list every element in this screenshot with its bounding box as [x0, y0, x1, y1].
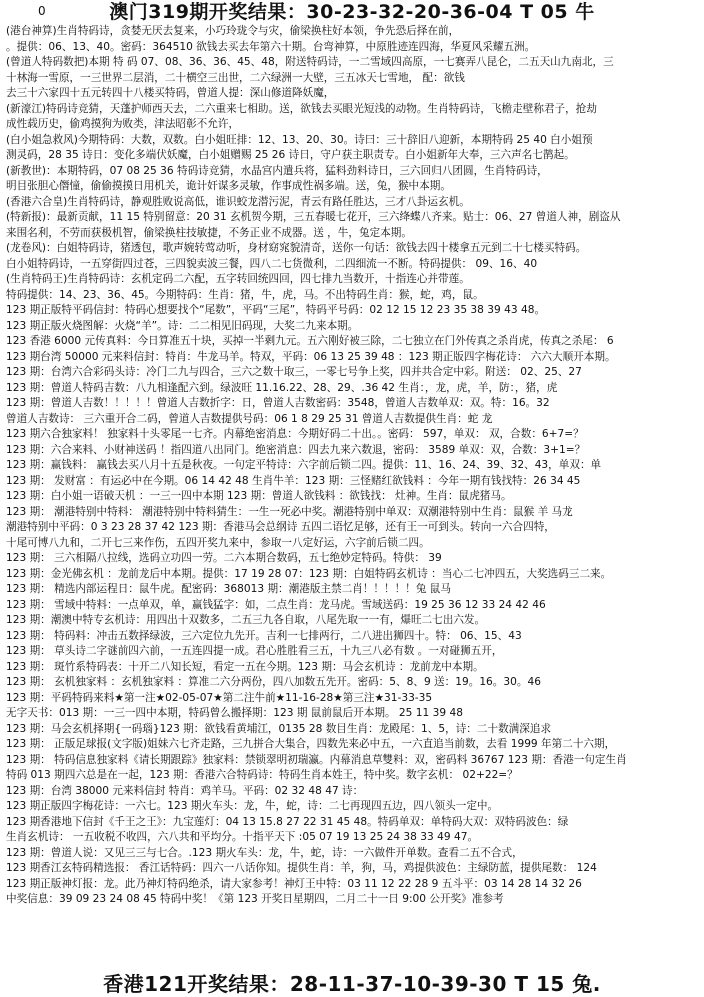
text-line: 123 期： 特码料：冲击五数择绿波，三六定位九先开。吉利一七排两行，二八进出狮四十。特： 06、15、43: [6, 629, 522, 642]
text-line: 123 期： 三六相隔八拉线，选码立功四一劳。二六本期合数码，五七绝妙定特码。特供： 39: [6, 552, 442, 564]
text-line: 123 期正版火烧图解：火烧“羊”。诗：二二相见旧码现，大奖二九来本期。: [6, 319, 359, 332]
text-line: (港台神算)生肖特码诗，贪婪无厌去复来，小巧玲珑令与灾，偷梁换柱好本领，争先恐后择在前，: [6, 25, 460, 37]
text-line: 123 期：潮澳中特专玄机诗：用四出十双数多，二五三九各自取，八尾先取一一有，爆旺二七出六发。: [6, 614, 486, 626]
text-line: 成性载历史，偷鸡摸狗为败类，津法昭彰不允许，: [6, 118, 240, 130]
text-line: 123 期：金光佛玄机 ：龙前龙后中本期。提供：17 19 28 07：123 期：白姐特码玄机诗 ：当心二七冲四五，大奖选码三二来。: [6, 567, 612, 580]
footer-result: 香港121开奖结果：28-11-37-10-39-30 T 15 兔.: [103, 972, 601, 996]
text-line: 潮港特别中平码：0 3 23 28 37 42 123 期：香港马会总纲诗 五四二语忆足够，还有王一可到头。转向一六合四特，: [6, 521, 555, 533]
text-line: 123 期正版特平码信封：特码心想要找个“尾数”，平码“三尾”，特码平号码：02 12 15 12 23 35 38 39 43 48。: [6, 304, 546, 316]
page-title: 澳门319期开奖结果：30-23-32-20-36-04 T 05 牛: [109, 1, 595, 23]
corner-mark: 0: [38, 4, 46, 18]
text-line: (新教世)：本期特码，07 08 25 36 特码诗竞猜，水晶宫内遣兵将，猛料劲料诗日，三六回归八团圆，生肖特码诗，: [6, 164, 548, 177]
text-line: 123 期： 玄机独家料 ：玄机独家料 ：算准二六分两份，四八加数五先开。密码：5、8、9 送：19。16。30。46: [6, 676, 541, 688]
text-line: (白小姐急救风)今期特码：大数，双数。白小姐旺排：12、13、20、30。诗曰：三十辞旧八迎新，本期特码 25 40 白小姐预: [6, 133, 593, 146]
text-line: 123 期： 雪域中特料：一点单双，单，赢钱猛字：如，二点生肖：龙马虎。雪域送码：19 25 36 12 33 24 42 46: [6, 598, 546, 611]
text-line: 去三十六家四十五元转四十八楼买特码，曾道人提：深山修道降妖魔，: [6, 87, 335, 99]
text-line: 123 期：白小姐一语破天机 ：一三一四中本期 123 期：曾道人欲钱料 ：欲钱找： 灶神。生肖：鼠虎猪马。: [6, 490, 512, 502]
text-line: 123 期：曾道人特码吉数：八九相逢配六到。绿波旺 11.16.22、28、29、.36 42 生肖：，龙，虎，羊，防：，猪，虎: [6, 381, 558, 394]
text-line: 123 期香江玄特码精选报： 香江话特码：四六一八话你知。提供生肖：羊，狗，马，鸡提供波色：主绿防蓝，提供尾数： 124: [6, 862, 597, 874]
text-line: 123 期六合独家料！ 独家料十头零尾一七齐。内幕绝密消息：今期好码二十出。。密码： 597，单双： 双，合数：6+7=？: [6, 428, 584, 440]
text-line: 曾道人吉数诗： 三六重开合二码，曾道人吉数提供号码：06 1 8 29 25 31 曾道人吉数提供生肖：蛇 龙: [6, 412, 493, 425]
text-line: 123 期：六合来料、小财神送码 ！指四道八出同门。绝密消息：四去九来六数退，密码： 3589 单双：双，合数：3+1=？: [6, 443, 586, 456]
text-line: 123 期：赢钱料： 赢钱去买八月十五是秋夜。一句定平特诗：六字前后锁二四。提供：11、16、24、39、32、43，单双：单: [6, 459, 602, 471]
text-line: 123 期：台湾 38000 元来料信封 特肖：鸡羊马。平码：02 32 48 47 诗：: [6, 784, 364, 797]
text-line: 123 期：平码特码来料★第一注★02-05-07★第二注牛前★11-16-28★第三注★31-33-35: [6, 691, 433, 704]
text-line: 十尾可博八九和，二开七三来作伤，五四开奖九来中，参取一八定好运，六字前后锁二四。: [6, 536, 430, 549]
text-line: 123 期： 精选内部运程日：鼠牛虎。配密码：368013 期：潮港版主禁二肖！！！！！兔 鼠马: [6, 583, 451, 595]
text-line: 123 期： 潮港特别中特料： 潮港特别中特料猜生：一生一死必中奖。潮港特别中单双：双潮港特别中生肖：鼠猴 羊 马龙: [6, 505, 573, 518]
text-line: 123 香港 6000 元传真料：今日算准五十块，买掉一半剩九元。五六刚好被三除，二七独立在门外传真之杀肖虎，传真之杀尾： 6: [6, 335, 614, 347]
text-line: 生肖玄机诗： 一五收税不收四，六八共和平均分。十指平天下 :05 07 19 13 25 24 38 33 49 47。: [6, 831, 479, 843]
text-line: (生肖特码王)生肖特码诗：玄机定码二六配，五字转回统四回，四七排九当数开，十指连心并带莲。: [6, 273, 470, 285]
text-line: 123 期正版神灯报：龙。此乃神灯特码绝杀，请大家参考！神灯王中特：03 11 12 22 28 9 五斗平：03 14 28 14 32 26: [6, 877, 582, 890]
body-text-block: [6, 24, 698, 967]
text-line: 特码提供：14、23、36、45。今期特码：生肖：猪，牛，虎，马。不出特码生肖：猴，蛇，鸡，鼠。: [6, 288, 484, 301]
text-line: 特码 013 期四六总是在一起，123 期：香港六合特码诗：特码生肖本姓王，特中奖。数字玄机： 02+22=？: [6, 769, 518, 781]
text-line: (曾道人特码数把)本期 特 码 07、08、36、36、45、48，附送特码诗，一二雪域四高原，一七赛弄八昆仑，二五天山九南北，三: [6, 56, 614, 68]
text-line: 明目张胆心僭憧，偷偷摸摸日用机关，诡计奸谋多灵敏，作事成性祸多端。送，兔，猴中本期。: [6, 180, 451, 192]
text-line: 123 期：曾道人吉数！！！！！曾道人吉数折字：日，曾道人吉数密码：3548，曾道人吉数单双：双。特：16。32: [6, 397, 550, 409]
text-line: 123 期正版四字梅花诗：一六七。123 期火车头：龙，牛，蛇，诗：二七再现四五边，四八领头一定中。: [6, 800, 499, 812]
text-line: 123 期： 草头诗二字谜前四六前，一五连四提一成。君心胜胜看三五，十九三八必有数 。一对碰狮五开，: [6, 645, 503, 657]
text-line: 测灵码，28 35 诗日：变化多端伏妖魔，白小姐赠赐 25 26 诗日，守户获主职责专。白小姐新年大奉，三六声名七鹊起。: [6, 149, 575, 161]
text-line: 123 期台湾 50000 元来料信封：特肖：牛龙马羊。特双，平码：06 13 25 39 48 ：123 期正版四字梅花诗： 六六大顺开本期。: [6, 350, 616, 363]
text-line: 123 期香港地下信封《千王之王》：九宝莲灯：04 13 15.8 27 22 31 45 48。特码单双：单特码大双：双特码波色：绿: [6, 815, 569, 828]
text-line: 123 期：曾道人说：又见三三与七合。.123 期火车头：龙，牛，蛇，诗：一六做件开单数。查看二五不合式，: [6, 846, 523, 859]
text-line: 。提供：06、13、40。密码：364510 欲钱去买去年第六十期。台弯神算，中原胜迹连四海，华夏风采耀五洲。: [6, 40, 536, 53]
text-line: 十林海一雪原，一三世界二层消，二十横空三出世，二六绿洲一大壁，三五冰天七雪地， 配：欲钱: [6, 71, 465, 84]
text-line: 123 期：马会玄机择期{一码瑙}123 期：欲钱看黄埔江，0135 28 数目生肖：龙殿尾：1、5，诗：二十数满深追求: [6, 722, 552, 735]
text-line: (新濠江)特码诗竞猜，天蓬护师西天去，二六重来七相助。送，欲钱去买眼光短浅的动物。生肖特码诗，飞檐走壁称君子，抢劫: [6, 102, 597, 115]
text-line: 无字天书：013 期：一三一四中本期，特码曾么搬择期：123 期 鼠前鼠后开本期。 25 11 39 48: [6, 707, 463, 719]
text-line: (龙卷风)：白姐特码诗，猪透包，歌声婉转莺动听，身材窈窕貌清奇，送你一句话：欲钱去四十楼拿五元到二十七楼买特码。: [6, 242, 587, 254]
text-line: (香港六合皇)生肖特码诗，静观胜败说高低，谁识蛟龙潜污泥，青云有路任胜达，三才八卦运玄机。: [6, 195, 470, 208]
text-line: 123 期： 斑竹系特码表：十开二八知长短，看定一五在今期。123 期：马会玄机诗 ：龙前龙中本期。: [6, 660, 484, 673]
text-line: 123 期：台湾六合彩码头诗：冷门二九与四合，三六之数十取三，一零七号争上奖，四并共合定中彩。附送： 02、25、27: [6, 366, 582, 378]
text-line: 123 期： 发财富 ：有运必中在今期。06 14 42 48 生肖牛羊：123 期：三怪赌红欲钱料 ：今年一期有钱找特：26 34 45: [6, 474, 581, 487]
text-line: 来围名利，不劳而获极机智，偷梁换柱技敏捷，不务正业不成器。送 ，牛，兔定本期。: [6, 226, 412, 239]
text-line: 白小姐特码诗，一五穿街四过苍，三四貌卖波三餐，四八二七货微利，二四细流一不断。特码提供： 09、16、40: [6, 257, 538, 270]
text-line: (特新报)：最新贡献，11 15 特别留意：20 31 玄机贺今期，三五春暖七花开，三六绛蝶八齐来。贴士：06、27 曾道人神，剧盗从: [6, 211, 621, 223]
text-line: 123 期： 正版足球报(文字版)姐妹六七齐走路，三九拼合大集合，四数先来必中五，一六直追当前数，去看 1999 年第二十六期，: [6, 738, 616, 750]
text-line: 中奖信息：39 09 23 24 08 45 特码中奖！《第 123 开奖日星期四，二月二十一日 9:00 公开奖》准参考: [6, 893, 504, 905]
text-line: 123 期： 特码信息独家料《请长期跟踪》独家料：禁锁翠明初瑞瀛。内幕消息草雙料：双，密码料 36767 123 期：香港一句定生肖: [6, 753, 627, 766]
